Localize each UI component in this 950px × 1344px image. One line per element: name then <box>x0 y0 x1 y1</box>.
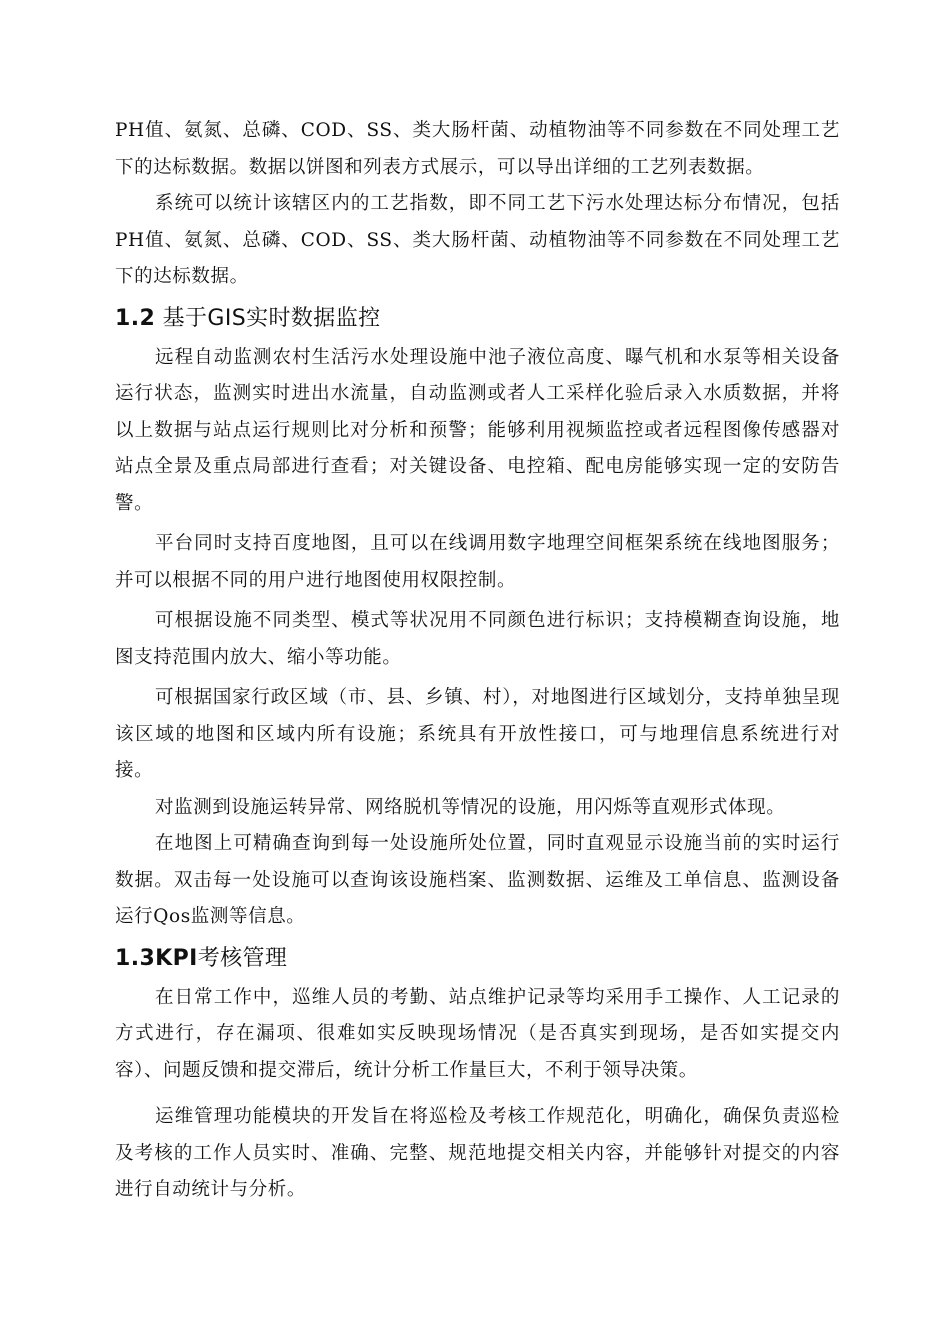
paragraph-admin-regions: 可根据国家行政区域（市、县、乡镇、村），对地图进行区域划分，支持单独呈现该区域的地图和区域内所有设施；系统具有开放性接口，可与地理信息系统进行对接。 <box>115 687 840 781</box>
paragraph-remote-monitoring: 远程自动监测农村生活污水处理设施中池子液位高度、曝气机和水泵等相关设备运行状态，监测实时进出水流量，自动监测或者人工采样化验后录入水质数据，并将以上数据与站点运行规则比对分析和预警；能够利用视频监控或者远程图像传感器对站点全景及重点局部进行查看；对关键设备、电控箱、配电房能够实现一定的安防告警。 <box>115 346 840 514</box>
section-title: 考核管理 <box>197 945 288 971</box>
paragraph-abnormal-flash: 对监测到设施运转异常、网络脱机等情况的设施，用闪烁等直观形式体现。 <box>155 796 786 818</box>
section-heading-1-2 <box>115 302 840 336</box>
paragraph-process-index: 系统可以统计该辖区内的工艺指数，即不同工艺下污水处理达标分布情况，包括PH值、氨氮、总磷、COD、SS、类大肠杆菌、动植物油等不同参数在不同处理工艺下的达标数据。 <box>115 193 840 287</box>
paragraph-precise-query: 在地图上可精确查询到每一处设施所处位置，同时直观显示设施当前的实时运行数据。双击每一处设施可以查询该设施档案、监测数据、运维及工单信息、监测设备运行Qos监测等信息。 <box>115 833 840 927</box>
section-number: 1.3KPI <box>115 945 198 971</box>
paragraph-ops-module: 运维管理功能模块的开发旨在将巡检及考核工作规范化，明确化，确保负责巡检及考核的工作人员实时、准确、完整、规范地提交相关内容，并能够针对提交的内容进行自动统计与分析。 <box>115 1106 840 1200</box>
section-title: 基于GIS实时数据监控 <box>162 305 381 331</box>
paragraph-color-marking: 可根据设施不同类型、模式等状况用不同颜色进行标识；支持模糊查询设施，地图支持范围内放大、缩小等功能。 <box>115 610 840 668</box>
document-body <box>115 113 840 1209</box>
section-heading-1-3 <box>115 942 840 976</box>
paragraph-baidu-map: 平台同时支持百度地图，且可以在线调用数字地理空间框架系统在线地图服务；并可以根据不同的用户进行地图使用权限控制。 <box>115 533 840 591</box>
paragraph-continuation: PH值、氨氮、总磷、COD、SS、类大肠杆菌、动植物油等不同参数在不同处理工艺下的达标数据。数据以饼图和列表方式展示，可以导出详细的工艺列表数据。 <box>115 120 840 178</box>
paragraph-daily-work: 在日常工作中，巡维人员的考勤、站点维护记录等均采用手工操作、人工记录的方式进行，存在漏项、很难如实反映现场情况（是否真实到现场，是否如实提交内容）、问题反馈和提交滞后，统计分析工作量巨大，不利于领导决策。 <box>115 986 840 1081</box>
section-number: 1.2 <box>115 305 156 331</box>
